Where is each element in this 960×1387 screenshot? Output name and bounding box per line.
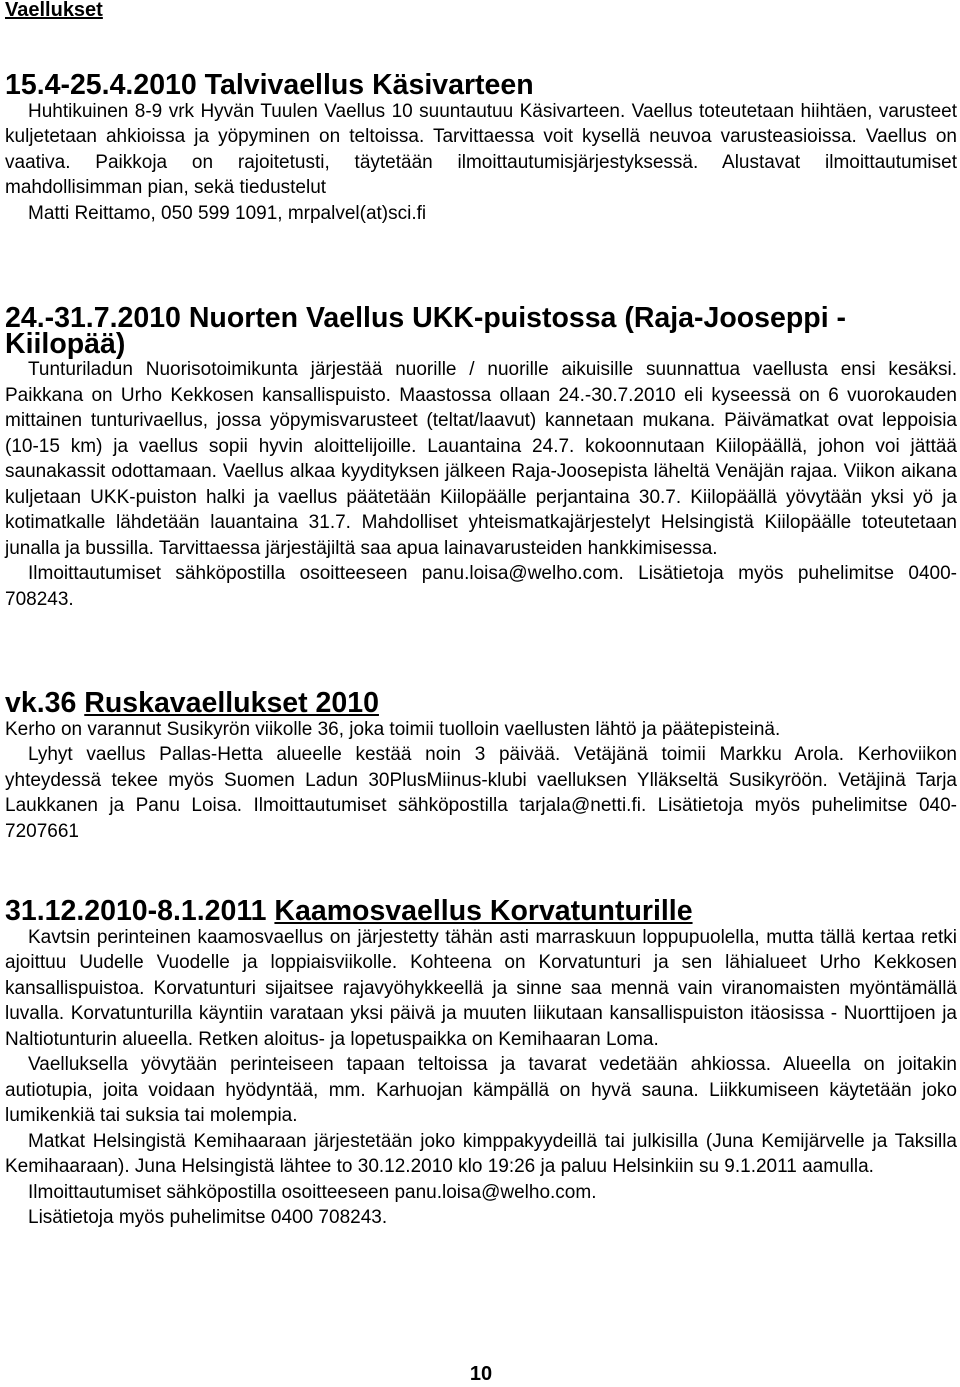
section-ruskavaellukset [5,687,957,844]
section-heading [5,302,957,360]
section-heading [5,895,957,927]
section-paragraph: Lyhyt vaellus Pallas-Hetta alueelle kestää noin 3 päivää. Vetäjänä toimii Markku Arola. Kerhoviikon yhteydessä tekee myös Suomen Ladun 30PlusMiinus-klubi vaelluksen Ylläkseltä Susikyröön. Vetäjinä Tarja Laukkanen ja Panu Loisa. Ilmoittautumiset sähköpostilla tarjala@netti.fi. Lisätietoja myös puhelimitse 040-7207661 [5,744,957,842]
section-paragraph: Ilmoittautumiset sähköpostilla osoitteeseen panu.loisa@welho.com. Lisätietoja myös puhelimitse 0400-708243. [5,563,957,610]
section-nuorten-vaellus [5,302,957,612]
section-date: 15.4-25.4.2010 [5,69,197,101]
contact-line: Matti Reittamo, 050 599 1091, mrpalvel(at)sci.fi [28,202,427,224]
section-date: vk.36 [5,687,77,719]
section-name: Ruskavaellukset 2010 [84,687,379,719]
section-date: 24.-31.7.2010 [5,302,181,334]
section-paragraph: Lisätietoja myös puhelimitse 0400 708243. [28,1207,388,1228]
document-title: Vaellukset [5,0,103,21]
section-paragraph: Matkat Helsingistä Kemihaaraan järjestetään joko kimppakyydeillä tai julkisilla (Juna Kemijärvelle ja Taksilla Kemihaaraan). Juna Helsingistä lähtee to 30.12.2010 klo 19:26 ja paluu Helsinkiin su 9.1.2011 aamulla. [5,1130,957,1177]
section-paragraph: Tunturiladun Nuorisotoimikunta järjestää nuorille / nuorille aikuisille suunnattua vaellusta ensi kesäksi. Paikkana on Urho Kekkosen kansallispuisto. Maastossa ollaan 24.-30.7.2010 eli kyseessä on 6 vuorokauden mittainen tunturivaellus, jossa yöpymisvarusteet (teltat/laavut) kannetaan mukana. Päivämatkat ovat leppoisia (10-15 km) ja vaellus sopii hyvin aloittelijoille. Lauantaina 24.7. kokoonnutaan Kiilopäällä, johon voi jättää saunakassit odottamaan. Vaellus alkaa kyydityksen jälkeen Raja-Joosepista läheltä Venäjän rajaa. Viikon aikana kuljetaan UKK-puiston halki ja vaellus päätetään Kiilopäälle perjantaina 30.7. Kiilopäällä yövytään yksi yö ja kotimatkalle lähdetään lauantaina 31.7. Mahdolliset yhteismatkajärjestelyt Helsingistä Kiilopäälle toteutetaan junalla ja bussilla. Tarvittaessa järjestäjiltä saa apua lainavarusteiden hankkimisessa. [5,359,957,559]
section-kaamosvaellus [5,895,957,1231]
section-name: Talvivaellus Käsivarteen [204,69,534,101]
section-paragraph: Kerho on varannut Susikyrön viikolle 36, joka toimii tuolloin vaellusten lähtö ja päätepisteinä. [5,718,781,740]
section-date: 31.12.2010-8.1.2011 [5,895,267,927]
section-paragraph: Kavtsin perinteinen kaamosvaellus on järjestetty tähän asti marraskuun loppupuolella, mutta tällä kertaa retki ajoittuu Uudelle Vuodelle ja loppiaisviikolle. Kohteena on Korvatunturi ja sen lähialueet Urho Kekkosen kansallispuistoa. Korvatunturi sijaitsee rajavyöhykkeellä ja sinne saa mennä vain viranomaisten myöntämällä luvalla. Korvatunturilla käyntiin varataan yksi päivä ja muuten liikutaan kansallispuiston itäosissa - Nuorttijoen ja Naltiotunturin alueella. Retken aloitus- ja lopetuspaikka on Kemihaaran Loma. [5,926,957,1050]
section-talvivaellus [5,69,957,226]
section-name: Nuorten Vaellus UKK-puistossa (Raja-Jooseppi - Kiilopää) [5,302,847,360]
section-name: Kaamosvaellus Korvatunturille [274,895,693,927]
section-paragraph: Vaelluksella yövytään perinteiseen tapaan teltoissa ja tavarat vedetään ahkiossa. Alueella on joitakin autiotupia, joita voidaan hyödyntää, mm. Karhuojan kämpällä on hyvä sauna. Liikkumiseen käytetään joko lumikenkiä tai suksia tai molempia. [5,1054,957,1126]
section-paragraph: Ilmoittautumiset sähköpostilla osoitteeseen panu.loisa@welho.com. [28,1181,597,1203]
section-paragraph: Huhtikuinen 8-9 vrk Hyvän Tuulen Vaellus 10 suuntautuu Käsivarteen. Vaellus toteutetaan hiihtäen, varusteet kuljetetaan ahkioissa ja yöpyminen on teltoissa. Tarvittaessa voit kysellä neuvoa varusteasioissa. Vaellus on vaativa. Paikkoja on rajoitetusti, täytetään ilmoittautumisjärjestyksessä. Alustavat ilmoittautumiset mahdollisimman pian, sekä tiedustelut [5,100,957,198]
section-heading [5,69,957,101]
page-number: 10 [469,1363,493,1385]
section-heading [5,687,957,719]
